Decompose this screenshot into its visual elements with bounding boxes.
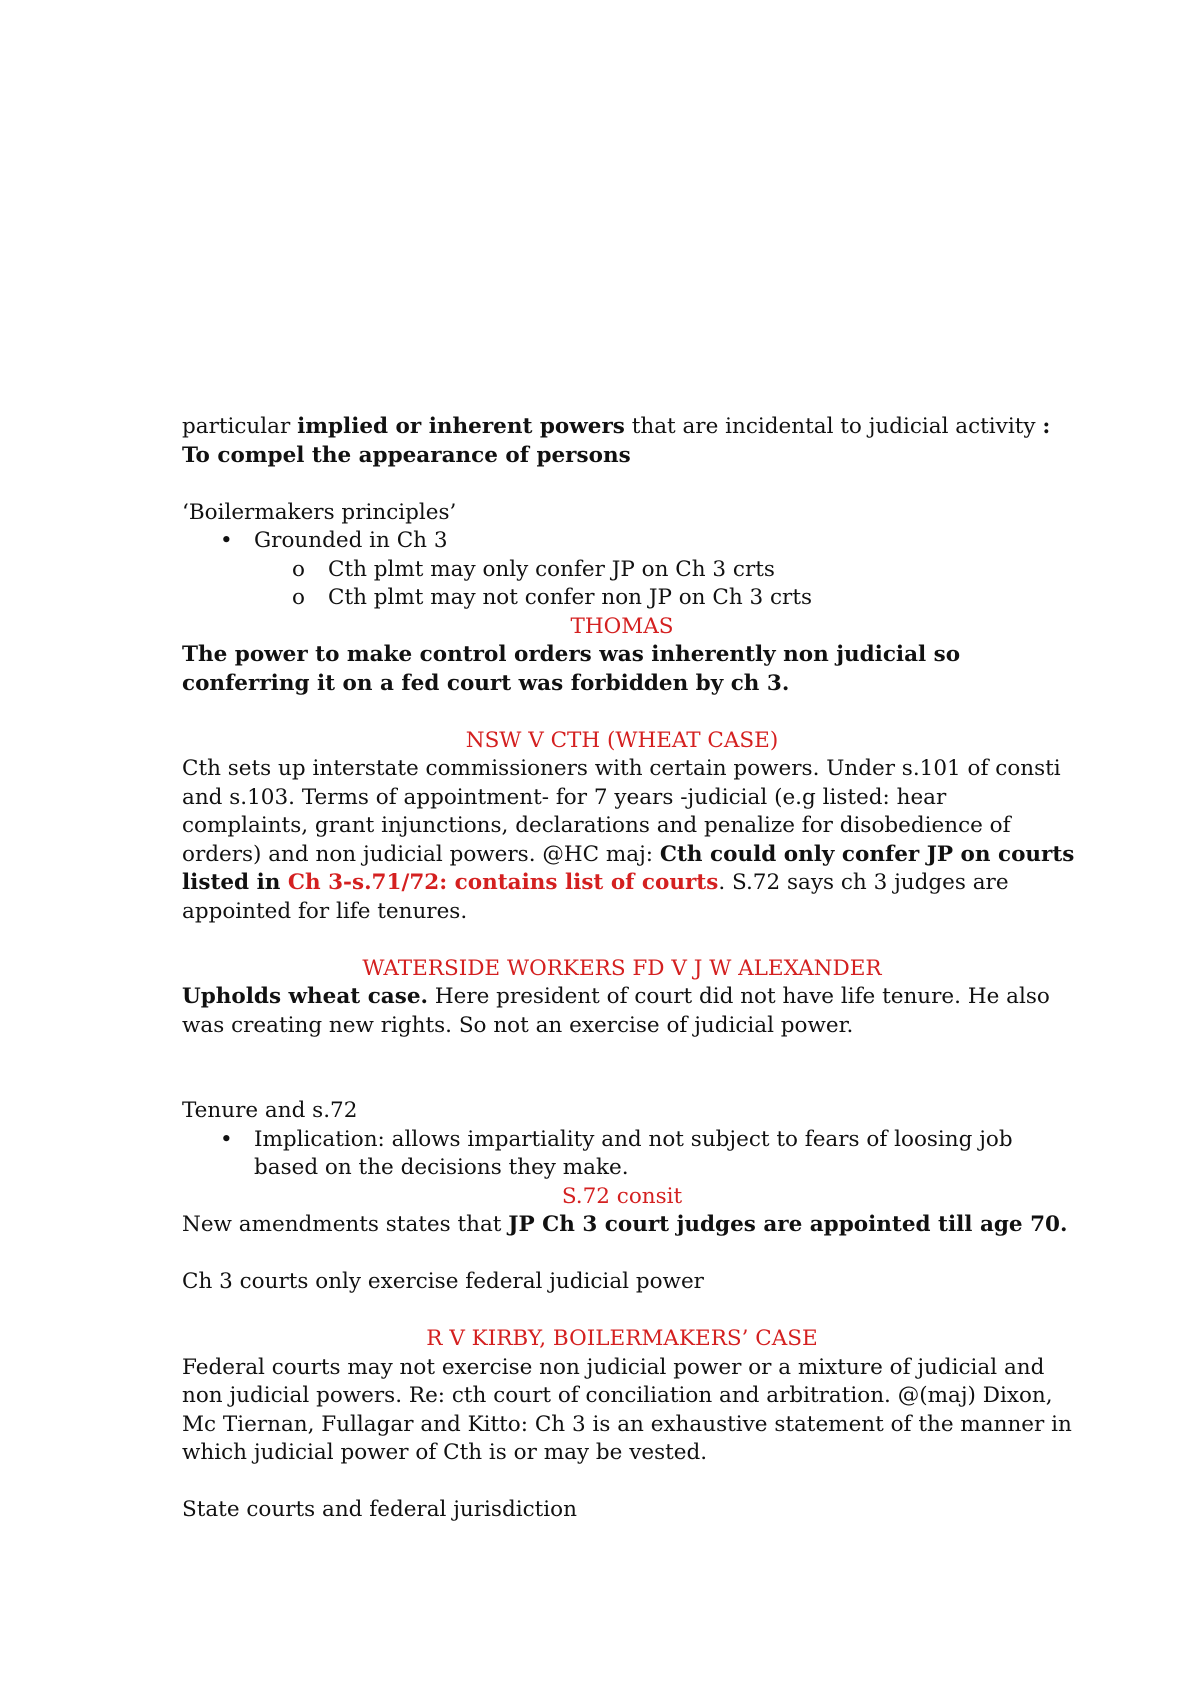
- wheat-line: complaints, grant injunctions, declarations and penalize for disobedience of: [182, 813, 1011, 838]
- kirby-line: non judicial powers. Re: cth court of conciliation and arbitration. @(maj) Dixon,: [182, 1383, 1053, 1408]
- wheat-line: and s.103. Terms of appointment- for 7 years -judicial (e.g listed: hear: [182, 784, 947, 810]
- bullet-item: [182, 1126, 1062, 1155]
- tenure-title: Tenure and s.72: [182, 1098, 358, 1123]
- wheat-line: [182, 869, 1062, 898]
- waterside-line: was creating new rights. So not an exercise of judicial power.: [182, 1012, 854, 1038]
- bullet-text: Implication: allows impartiality and not subject to fears of loosing job: [254, 1126, 1013, 1152]
- waterside-text: Here president of court did not have life tenure. He also: [428, 984, 1050, 1009]
- boilermakers-title: ‘Boilermakers principles’: [182, 499, 457, 525]
- wheat-bold: listed in: [182, 870, 288, 895]
- bullet-icon: •: [220, 528, 233, 553]
- intro-bold-2: :: [1042, 414, 1051, 439]
- wheat-heading: NSW V CTH (WHEAT CASE): [465, 727, 779, 753]
- kirby-line: which judicial power of Cth is or may be vested.: [182, 1440, 708, 1465]
- thomas-line: The power to make control orders was inherently non judicial so: [182, 642, 961, 667]
- s72-heading: S.72 consit: [561, 1183, 683, 1209]
- sub-bullet-item: [182, 556, 1062, 585]
- kirby-line: Mc Tiernan, Fullagar and Kitto: Ch 3 is an exhaustive statement of the manner in: [182, 1411, 1072, 1437]
- intro-line-2: To compel the appearance of persons: [182, 442, 631, 468]
- waterside-heading: WATERSIDE WORKERS FD V J W ALEXANDER: [362, 955, 882, 981]
- bullet-text: Grounded in Ch 3: [254, 528, 448, 553]
- wheat-text: orders) and non judicial powers. @HC maj:: [182, 841, 660, 867]
- state-courts-line: State courts and federal jurisdiction: [182, 1497, 577, 1522]
- bullet-continuation: based on the decisions they make.: [254, 1155, 629, 1180]
- document-body: [182, 413, 1075, 1525]
- intro-text-2: that are incidental to judicial activity: [624, 414, 1043, 439]
- wheat-line: Cth sets up interstate commissioners with certain powers. Under s.101 of consti: [182, 756, 1061, 781]
- ch3-line: Ch 3 courts only exercise federal judicial power: [182, 1269, 704, 1294]
- intro-bold-1: implied or inherent powers: [297, 414, 625, 439]
- waterside-line: [182, 983, 1062, 1012]
- kirby-line: Federal courts may not exercise non judicial power or a mixture of judicial and: [182, 1354, 1045, 1380]
- wheat-line: [182, 841, 1075, 870]
- wheat-red-bold: Ch 3-s.71/72: contains list of courts: [287, 870, 719, 895]
- wheat-bold: Cth could only confer JP on courts: [659, 841, 1075, 867]
- thomas-line: conferring it on a fed court was forbidden by ch 3.: [182, 670, 790, 696]
- sub-bullet-text: Cth plmt may not confer non JP on Ch 3 crts: [328, 585, 813, 610]
- bullet-icon: •: [220, 1126, 233, 1152]
- wheat-text: . S.72 says ch 3 judges are: [718, 870, 1009, 895]
- wheat-line: appointed for life tenures.: [182, 898, 468, 924]
- circle-bullet-icon: o: [292, 585, 305, 610]
- waterside-bold: Upholds wheat case.: [182, 984, 429, 1009]
- thomas-heading: THOMAS: [570, 613, 674, 639]
- sub-bullet-item: [182, 584, 1062, 613]
- bullet-item: [182, 527, 1062, 556]
- intro-line-1: [182, 413, 1062, 442]
- kirby-heading: R V KIRBY, BOILERMAKERS’ CASE: [426, 1326, 818, 1351]
- s72-text: New amendments states that: [182, 1212, 509, 1237]
- s72-bold: JP Ch 3 court judges are appointed till age 70.: [508, 1212, 1068, 1237]
- s72-line: [182, 1211, 1068, 1240]
- intro-text-1: particular: [182, 414, 298, 439]
- sub-bullet-text: Cth plmt may only confer JP on Ch 3 crts: [328, 556, 775, 582]
- circle-bullet-icon: o: [292, 556, 305, 582]
